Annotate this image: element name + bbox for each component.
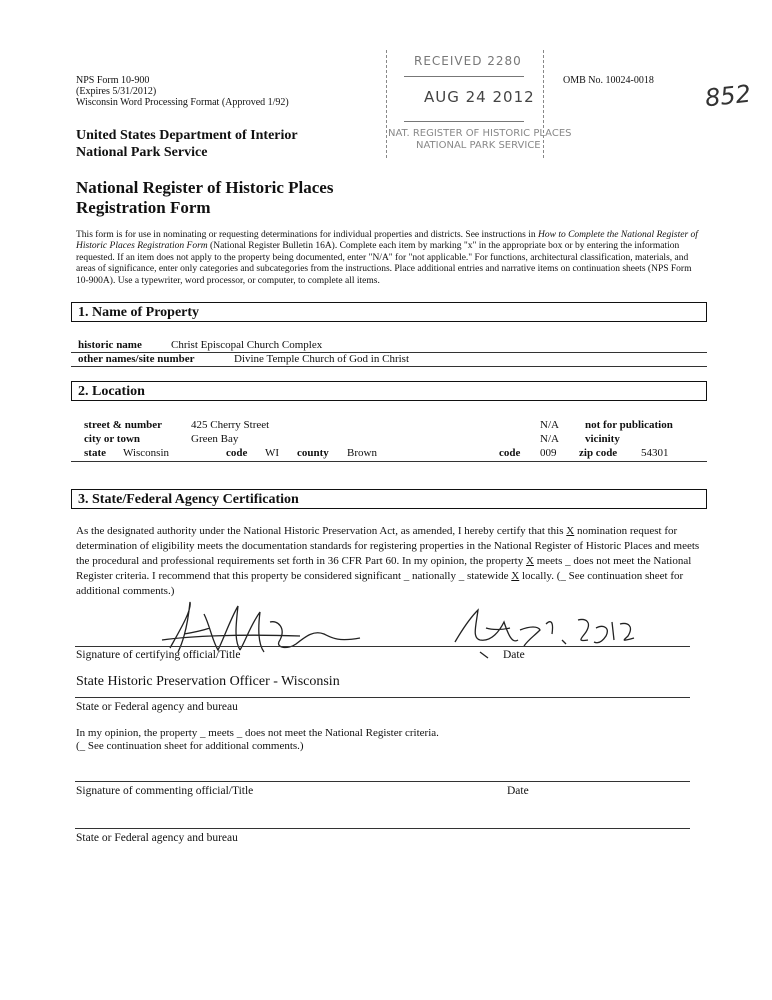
county-code-label: code <box>499 447 521 459</box>
county-value: Brown <box>347 447 377 459</box>
form-expires: (Expires 5/31/2012) <box>76 86 157 97</box>
opinion-continuation: (_ See continuation sheet for additional comments.) <box>76 740 304 752</box>
zip-value: 54301 <box>641 447 669 459</box>
state-code-value: WI <box>265 447 280 459</box>
form-format: Wisconsin Word Processing Format (Approved 1/92) <box>76 97 289 108</box>
section-3-heading: 3. State/Federal Agency Certification <box>71 489 707 509</box>
certification-paragraph: As the designated authority under the National Historic Preservation Act, as amended, I hereby certify that this X nomination request for determination of eligibility meets the documentation standards for registering properties in the National Register of Historic Places and meets the procedural and professional requirements set forth in 36 CFR Part 60. In my opinion, the property X meets _ does not meet the National Register criteria. I recommend that this property be considered significant _ nationally _ statewide X locally. (_ See continuation sheet for additional comments.) <box>76 525 700 597</box>
agency2-line <box>75 828 690 829</box>
form-number: NPS Form 10-900 <box>76 75 150 86</box>
service-name: National Park Service <box>76 145 208 160</box>
signature-line <box>75 646 690 647</box>
other-names-value: Divine Temple Church of God in Christ <box>234 353 410 365</box>
stamp-line1: NAT. REGISTER OF HISTORIC PLACES <box>388 128 572 139</box>
state-value: Wisconsin <box>123 447 169 459</box>
stamp-received: RECEIVED 2280 <box>414 54 522 68</box>
historic-name-label: historic name <box>78 339 142 351</box>
other-names-label: other names/site number <box>78 353 195 365</box>
state-label: state <box>84 447 106 459</box>
divider <box>71 461 707 462</box>
signed-date <box>540 608 541 609</box>
divider <box>71 366 707 367</box>
stamp-line2: NATIONAL PARK SERVICE <box>416 140 541 151</box>
dept-name: United States Department of Interior <box>76 128 298 143</box>
street-value: 425 Cherry Street <box>191 419 270 431</box>
signature-label: Signature of certifying official/Title <box>76 649 241 661</box>
agency2-label: State or Federal agency and bureau <box>76 832 238 844</box>
handwritten-number: 852 <box>703 79 753 113</box>
comment-date-label: Date <box>507 785 529 797</box>
city-label: city or town <box>84 433 141 445</box>
not-for-publication-label: not for publication <box>585 419 673 431</box>
agency-label: State or Federal agency and bureau <box>76 701 238 713</box>
city-value: Green Bay <box>191 433 239 445</box>
form-subtitle: Registration Form <box>76 198 211 217</box>
section-1-heading: 1. Name of Property <box>71 302 707 322</box>
historic-name-value: Christ Episcopal Church Complex <box>171 339 323 351</box>
street-label: street & number <box>84 419 162 431</box>
state-code-label: code <box>226 447 248 459</box>
county-label: county <box>297 447 329 459</box>
city-na: N/A <box>540 433 559 445</box>
intro-paragraph: This form is for use in nominating or requesting determinations for individual properties and districts. See instructions in How to Complete the National Register of Historic Places Registration Form (National Register Bulletin 16A). Complete each item by marking "x" in the appropriate box or by entering the information requested. If an item does not apply to the property being documented, enter "N/A" for "not applicable." For functions, architectural classification, materials, and areas of significance, enter only categories and subcategories from the instructions. Place additional entries and narrative items on continuation sheets (NPS Form 10-900A). Use a typewriter, word processor, or computer, to complete all items. <box>76 230 698 286</box>
form-title: National Register of Historic Places <box>76 178 334 197</box>
county-code-value: 009 <box>540 447 557 459</box>
agency-line <box>75 697 690 698</box>
street-na: N/A <box>540 419 559 431</box>
date-label: Date <box>503 649 525 661</box>
comment-signature-line <box>75 781 690 782</box>
received-stamp <box>386 50 572 158</box>
vicinity-label: vicinity <box>585 433 620 445</box>
omb-number: OMB No. 10024-0018 <box>563 75 654 86</box>
official-title: State Historic Preservation Officer - Wisconsin <box>76 674 340 689</box>
zip-label: zip code <box>579 447 618 459</box>
stamp-date: AUG 24 2012 <box>424 88 535 106</box>
opinion-text: In my opinion, the property _ meets _ does not meet the National Register criteria. <box>76 727 439 739</box>
section-2-heading: 2. Location <box>71 381 707 401</box>
comment-signature-label: Signature of commenting official/Title <box>76 785 254 797</box>
